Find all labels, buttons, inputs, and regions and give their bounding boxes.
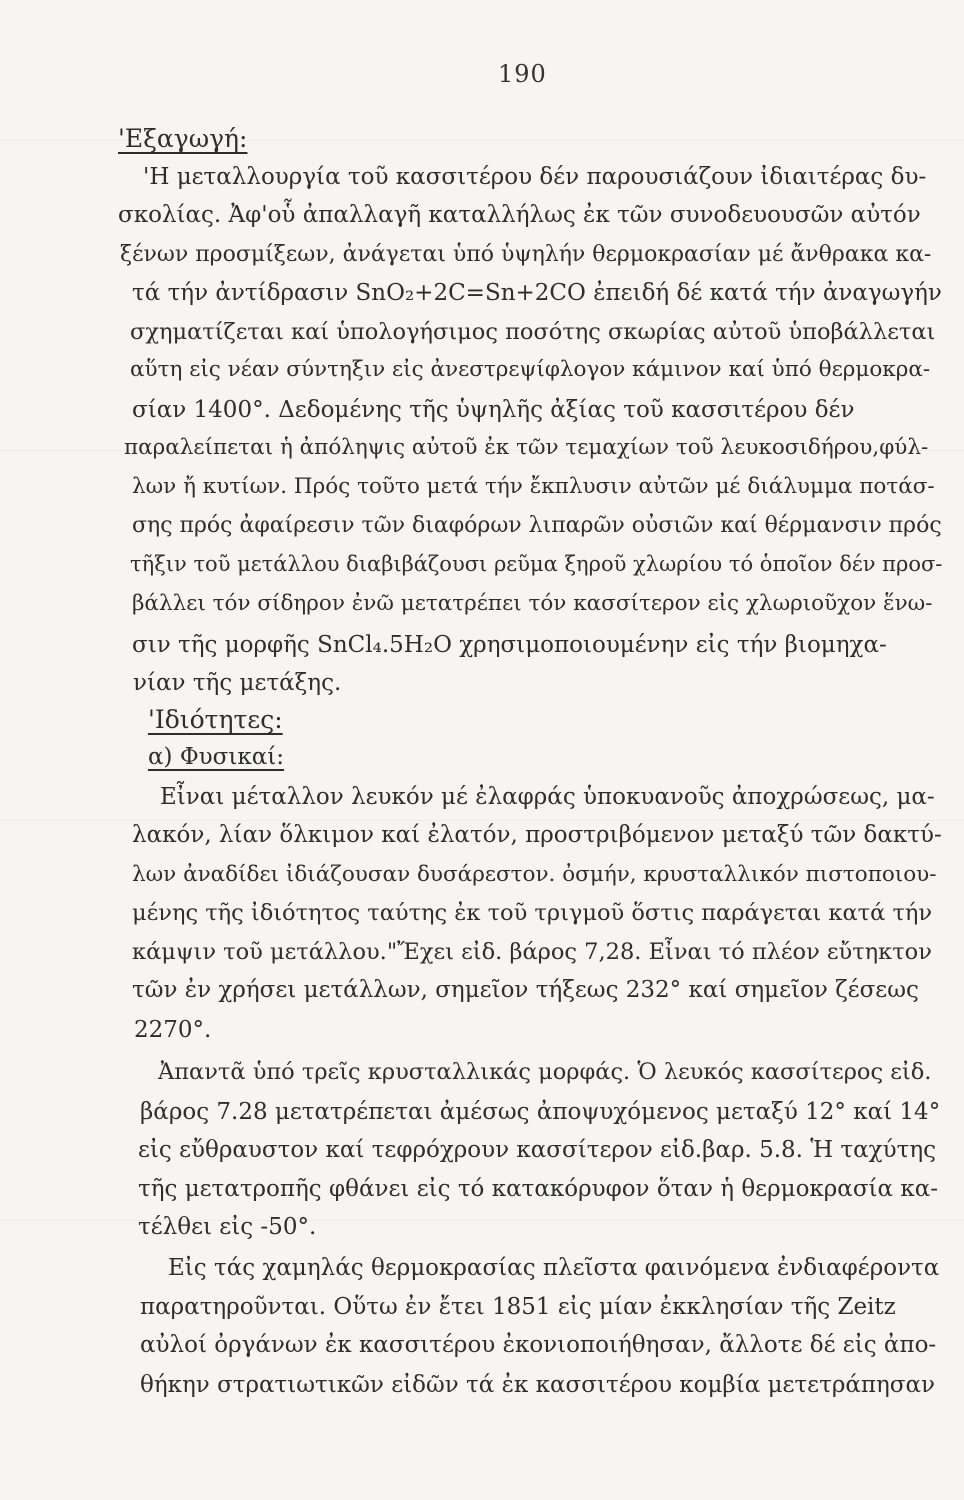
text-line: λων ἤ κυτίων. Πρός τοῦτο μετά τήν ἔκπλυσιν αὐτῶν μέ διάλυμμα ποτάσ-: [132, 474, 935, 499]
text-line: σίαν 1400°. Δεδομένης τῆς ὑψηλῆς ἀξίας τοῦ κασσιτέρου δέν: [132, 397, 855, 423]
text-line: νίαν τῆς μετάξης.: [133, 670, 342, 696]
text-line: μένης τῆς ἰδιότητος ταύτης ἐκ τοῦ τριγμοῦ ὅστις παράγεται κατά τήν: [132, 900, 933, 926]
text-line: αὕτη εἰς νέαν σύντηξιν εἰς ἀνεστρεψίφλογον κάμινον καί ὑπό θερμοκρα-: [130, 357, 931, 382]
text-line: σκολίας. Ἀφ'οὗ ἀπαλλαγῆ καταλλήλως ἐκ τῶν συνοδευουσῶν αὐτόν: [118, 202, 921, 228]
text-line: Εἶναι μέταλλον λευκόν μέ ἐλαφράς ὑποκυανοῦς ἀποχρώσεως, μα-: [160, 784, 935, 810]
text-line: αὐλοί ὀργάνων ἐκ κασσιτέρου ἐκονιοποιήθησαν, ἄλλοτε δέ εἰς ἀπο-: [140, 1332, 937, 1358]
text-line: εἰς εὔθραυστον καί τεφρόχρουν κασσίτερον εἰδ.βαρ. 5.8. Ἡ ταχύτης: [138, 1137, 936, 1163]
text-line: βάλλει τόν σίδηρον ἐνῶ μετατρέπει τόν κασσίτερον εἰς χλωριοῦχον ἕνω-: [132, 591, 933, 616]
text-line: λων ἀναδίδει ἰδιάζουσαν δυσάρεστον. ὀσμήν, κρυσταλλικόν πιστοποιου-: [132, 862, 937, 887]
text-line: σης πρός ἀφαίρεσιν τῶν διαφόρων λιπαρῶν οὐσιῶν καί θέρμανσιν πρός: [132, 513, 942, 538]
section-heading-extraction: 'Εξαγωγή:: [118, 124, 248, 153]
text-line: 2270°.: [134, 1017, 212, 1043]
text-line: παραλείπεται ἡ ἀπόληψις αὐτοῦ ἐκ τῶν τεμαχίων τοῦ λευκοσιδήρου,φύλ-: [124, 435, 929, 460]
text-line: σχηματίζεται καί ὑπολογήσιμος ποσότης σκωρίας αὐτοῦ ὑποβάλλεται: [130, 319, 936, 345]
text-line: τῆξιν τοῦ μετάλλου διαβιβάζουσι ρεῦμα ξηροῦ χλωρίου τό ὁποῖον δέν προσ-: [130, 552, 943, 576]
text-line: ξένων προσμίξεων, ἀνάγεται ὑπό ὑψηλήν θερμοκρασίαν μέ ἄνθρακα κα-: [120, 242, 932, 267]
text-line: κάμψιν τοῦ μετάλλου."Ἔχει εἰδ. βάρος 7,28. Εἶναι τό πλέον εὔτηκτον: [132, 939, 932, 965]
text-line: λακόν, λίαν ὅλκιμον καί ἐλατόν, προστριβόμενον μεταξύ τῶν δακτύ-: [132, 822, 942, 848]
text-line: παρατηροῦνται. Οὕτω ἐν ἔτει 1851 εἰς μίαν ἐκκλησίαν τῆς Zeitz: [140, 1294, 896, 1320]
text-line: τά τήν ἀντίδρασιν SnO₂+2C=Sn+2CO ἐπειδή δέ κατά τήν ἀναγωγήν: [132, 280, 942, 306]
section-heading-properties: 'Ιδιότητες:: [148, 705, 283, 734]
page-number: 190: [498, 60, 547, 88]
subheading-physical: α) Φυσικαί:: [148, 744, 285, 770]
text-line: τέλθει εἰς -50°.: [138, 1214, 317, 1240]
text-line: τῆς μετατροπῆς φθάνει εἰς τό κατακόρυφον ὅταν ἡ θερμοκρασία κα-: [138, 1176, 939, 1202]
text-line: σιν τῆς μορφῆς SnCl₄.5H₂O χρησιμοποιουμένην εἰς τήν βιομηχα-: [132, 632, 887, 658]
text-line: Ἀπαντᾶ ὑπό τρεῖς κρυσταλλικάς μορφάς. Ὁ λευκός κασσίτερος εἰδ.: [158, 1059, 932, 1085]
text-line: Εἰς τάς χαμηλάς θερμοκρασίας πλεῖστα φαινόμενα ἐνδιαφέροντα: [168, 1255, 940, 1281]
text-line: τῶν ἐν χρήσει μετάλλων, σημεῖον τήξεως 232° καί σημεῖον ζέσεως: [132, 977, 919, 1003]
text-line: βάρος 7.28 μετατρέπεται ἀμέσως ἀποψυχόμενος μεταξύ 12° καί 14°: [140, 1099, 941, 1125]
text-line: 'Η μεταλλουργία τοῦ κασσιτέρου δέν παρουσιάζουν ἰδιαιτέρας δυ-: [143, 164, 927, 190]
text-line: θήκην στρατιωτικῶν εἰδῶν τά ἐκ κασσιτέρου κομβία μετετράπησαν: [140, 1372, 935, 1398]
